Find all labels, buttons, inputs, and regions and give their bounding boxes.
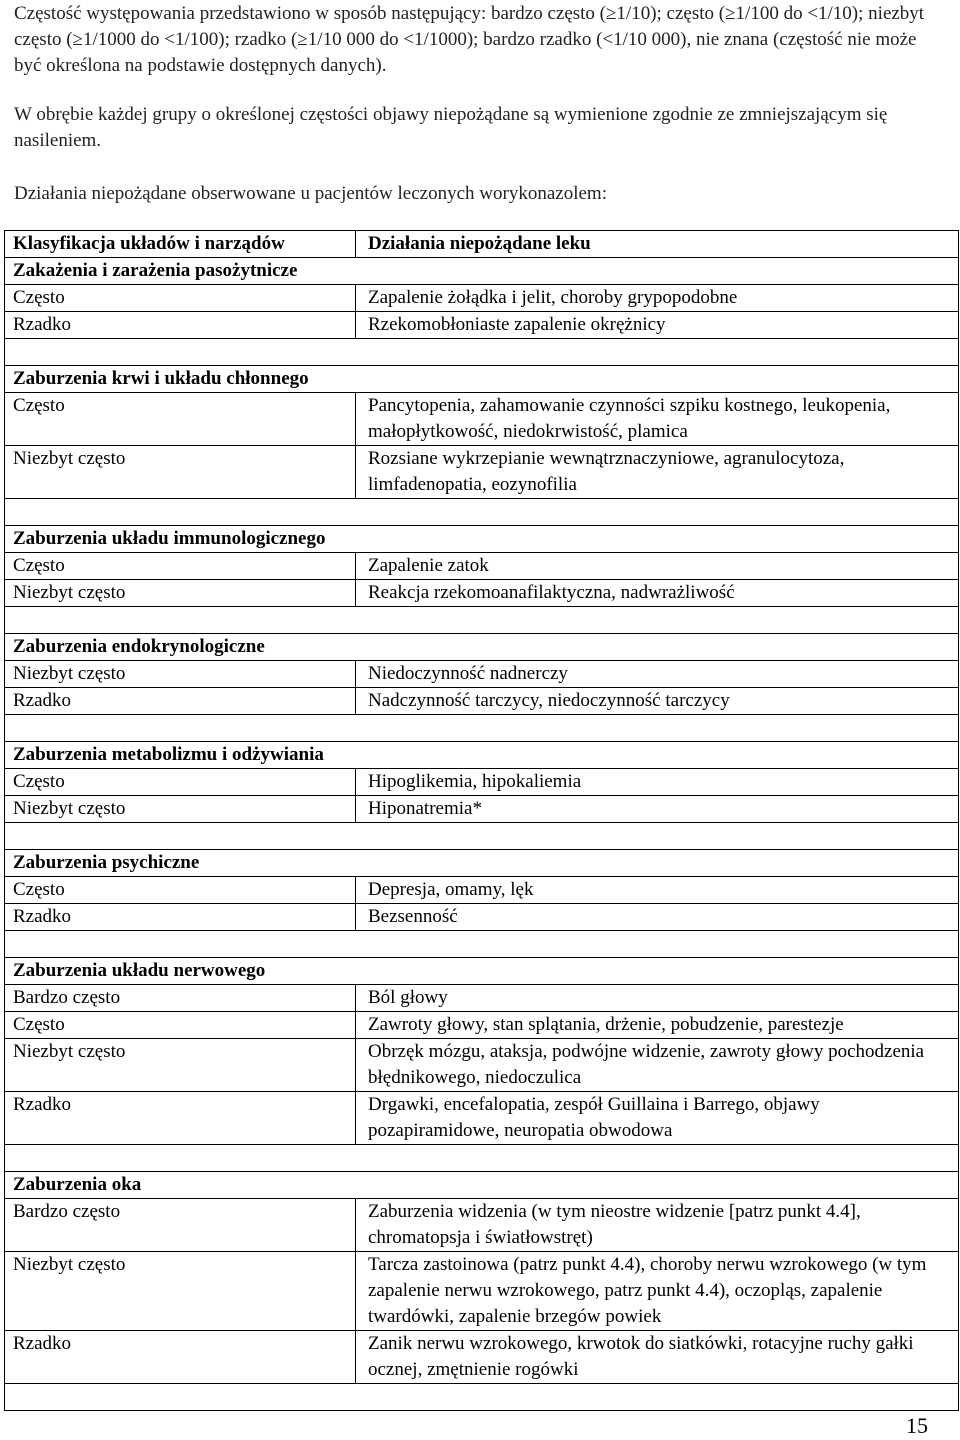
adverse-reaction-cell: Rzekomobłoniaste zapalenie okrężnicy	[356, 312, 959, 339]
frequency-cell: Rzadko	[5, 688, 356, 715]
table-row	[5, 769, 959, 796]
organ-class-heading: Zaburzenia psychiczne	[5, 850, 959, 877]
category-row	[5, 958, 959, 985]
adverse-reaction-cell: Niedoczynność nadnerczy	[356, 661, 959, 688]
adverse-reaction-cell: Rozsiane wykrzepianie wewnątrznaczyniowe, agranulocytoza, limfadenopatia, eozynofilia	[356, 446, 959, 499]
adverse-reaction-cell: Bezsenność	[356, 904, 959, 931]
header-adverse-reactions: Działania niepożądane leku	[356, 231, 959, 258]
adverse-reaction-cell: Ból głowy	[356, 985, 959, 1012]
spacer-row	[5, 607, 959, 634]
spacer-cell	[5, 339, 959, 366]
frequency-cell: Często	[5, 769, 356, 796]
table-row	[5, 877, 959, 904]
spacer-row	[5, 931, 959, 958]
spacer-cell	[5, 823, 959, 850]
ordering-note-paragraph: W obrębie każdej grupy o określonej częstości objawy niepożądane są wymienione zgodnie ze zmniejszającym się nasileniem.	[14, 104, 888, 151]
frequency-cell: Niezbyt często	[5, 1039, 356, 1092]
table-intro-paragraph: Działania niepożądane obserwowane u pacjentów leczonych worykonazolem:	[14, 183, 607, 204]
table-row	[5, 393, 959, 446]
spacer-row	[5, 1384, 959, 1411]
adverse-reaction-cell: Pancytopenia, zahamowanie czynności szpiku kostnego, leukopenia, małopłytkowość, niedokrwistość, plamica	[356, 393, 959, 446]
adverse-reaction-cell: Zanik nerwu wzrokowego, krwotok do siatkówki, rotacyjne ruchy gałki ocznej, zmętnienie rogówki	[356, 1331, 959, 1384]
organ-class-heading: Zaburzenia krwi i układu chłonnego	[5, 366, 959, 393]
organ-class-heading: Zaburzenia układu immunologicznego	[5, 526, 959, 553]
table-row	[5, 796, 959, 823]
adverse-reaction-cell: Zapalenie zatok	[356, 553, 959, 580]
spacer-row	[5, 339, 959, 366]
frequency-definition-paragraph: Częstość występowania przedstawiono w sposób następujący: bardzo często (≥1/10); często (≥1/100 do <1/10); niezbyt często (≥1/1000 do <1/100); rzadko (≥1/10 000 do <1/1000); bardzo rzadko (<1/10 000), nie znana (częstość nie może być określona na podstawie dostępnych danych).	[14, 3, 925, 76]
adverse-reaction-cell: Hipoglikemia, hipokaliemia	[356, 769, 959, 796]
spacer-row	[5, 715, 959, 742]
table-row	[5, 446, 959, 499]
table-row	[5, 312, 959, 339]
organ-class-heading: Zaburzenia metabolizmu i odżywiania	[5, 742, 959, 769]
table-row	[5, 1199, 959, 1252]
frequency-cell: Niezbyt często	[5, 796, 356, 823]
adverse-reactions-table-body	[5, 231, 959, 1411]
spacer-row	[5, 823, 959, 850]
table-row	[5, 688, 959, 715]
frequency-cell: Niezbyt często	[5, 580, 356, 607]
category-row	[5, 258, 959, 285]
spacer-cell	[5, 1384, 959, 1411]
spacer-cell	[5, 715, 959, 742]
frequency-cell: Rzadko	[5, 1331, 356, 1384]
adverse-reactions-table	[4, 230, 959, 1411]
frequency-cell: Rzadko	[5, 1092, 356, 1145]
frequency-cell: Niezbyt często	[5, 1252, 356, 1331]
spacer-row	[5, 499, 959, 526]
organ-class-heading: Zakażenia i zarażenia pasożytnicze	[5, 258, 959, 285]
adverse-reaction-cell: Obrzęk mózgu, ataksja, podwójne widzenie, zawroty głowy pochodzenia błędnikowego, niedoczulica	[356, 1039, 959, 1092]
organ-class-heading: Zaburzenia oka	[5, 1172, 959, 1199]
frequency-cell: Niezbyt często	[5, 661, 356, 688]
category-row	[5, 850, 959, 877]
spacer-cell	[5, 1145, 959, 1172]
table-row	[5, 1331, 959, 1384]
adverse-reaction-cell: Tarcza zastoinowa (patrz punkt 4.4), choroby nerwu wzrokowego (w tym zapalenie nerwu wzrokowego, patrz punkt 4.4), oczopląs, zapalenie twardówki, zapalenie brzegów powiek	[356, 1252, 959, 1331]
adverse-reaction-cell: Depresja, omamy, lęk	[356, 877, 959, 904]
spacer-cell	[5, 499, 959, 526]
spacer-cell	[5, 931, 959, 958]
table-header-row	[5, 231, 959, 258]
frequency-cell: Bardzo często	[5, 1199, 356, 1252]
adverse-reaction-cell: Zapalenie żołądka i jelit, choroby grypopodobne	[356, 285, 959, 312]
frequency-cell: Często	[5, 393, 356, 446]
page-number: 15	[906, 1413, 928, 1438]
category-row	[5, 742, 959, 769]
adverse-reaction-cell: Reakcja rzekomoanafilaktyczna, nadwrażliwość	[356, 580, 959, 607]
table-row	[5, 1252, 959, 1331]
adverse-reaction-cell: Hiponatremia*	[356, 796, 959, 823]
spacer-row	[5, 1145, 959, 1172]
adverse-reaction-cell: Nadczynność tarczycy, niedoczynność tarczycy	[356, 688, 959, 715]
adverse-reaction-cell: Drgawki, encefalopatia, zespół Guillaina i Barrego, objawy pozapiramidowe, neuropatia obwodowa	[356, 1092, 959, 1145]
frequency-cell: Często	[5, 1012, 356, 1039]
table-row	[5, 553, 959, 580]
frequency-cell: Bardzo często	[5, 985, 356, 1012]
category-row	[5, 526, 959, 553]
table-row	[5, 580, 959, 607]
table-row	[5, 985, 959, 1012]
frequency-cell: Często	[5, 553, 356, 580]
table-row	[5, 1012, 959, 1039]
table-row	[5, 1039, 959, 1092]
frequency-cell: Niezbyt często	[5, 446, 356, 499]
table-row	[5, 661, 959, 688]
category-row	[5, 634, 959, 661]
category-row	[5, 1172, 959, 1199]
category-row	[5, 366, 959, 393]
organ-class-heading: Zaburzenia układu nerwowego	[5, 958, 959, 985]
frequency-cell: Rzadko	[5, 312, 356, 339]
spacer-cell	[5, 607, 959, 634]
organ-class-heading: Zaburzenia endokrynologiczne	[5, 634, 959, 661]
adverse-reaction-cell: Zaburzenia widzenia (w tym nieostre widzenie [patrz punkt 4.4], chromatopsja i światłowstręt)	[356, 1199, 959, 1252]
frequency-cell: Rzadko	[5, 904, 356, 931]
frequency-cell: Często	[5, 285, 356, 312]
table-row	[5, 285, 959, 312]
table-row	[5, 904, 959, 931]
frequency-cell: Często	[5, 877, 356, 904]
header-organ-class: Klasyfikacja układów i narządów	[5, 231, 356, 258]
table-row	[5, 1092, 959, 1145]
adverse-reaction-cell: Zawroty głowy, stan splątania, drżenie, pobudzenie, parestezje	[356, 1012, 959, 1039]
